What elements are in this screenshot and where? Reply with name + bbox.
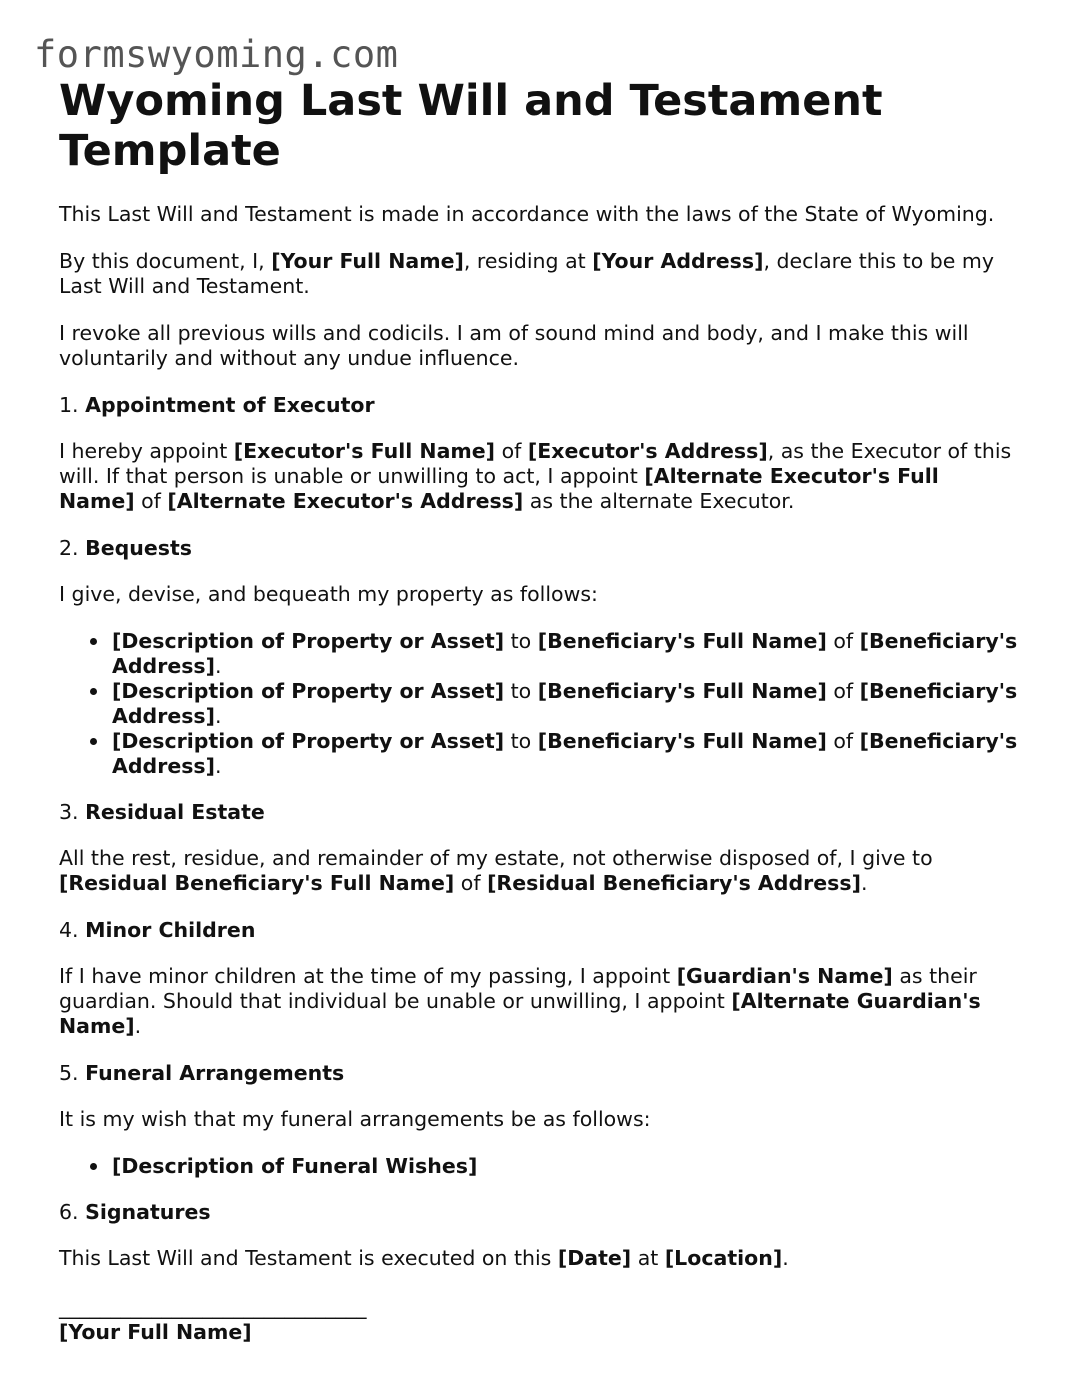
list-item: [Description of Property or Asset] to [Beneficiary's Full Name] of [Beneficiary's Address]. [112, 679, 1018, 728]
executor-name-placeholder: [Executor's Full Name] [233, 439, 496, 463]
alt-executor-name-placeholder: [Alternate Executor's Full Name] [59, 464, 939, 513]
bequests-list [59, 629, 1019, 779]
site-watermark: formswyoming.com [34, 33, 399, 76]
residual-name-placeholder: [Residual Beneficiary's Full Name] [59, 871, 455, 895]
list-item: [Description of Property or Asset] to [Beneficiary's Full Name] of [Beneficiary's Address]. [112, 729, 1018, 778]
minors-paragraph: If I have minor children at the time of my passing, I appoint [Guardian's Name] as their guardian. Should that individual be unable or unwilling, I appoint [Alternate Guardian's Name]. [59, 964, 981, 1038]
date-placeholder: [Date] [557, 1246, 632, 1270]
intro-paragraph-3: I revoke all previous wills and codicils. I am of sound mind and body, and I make this will voluntarily and without any undue influence. [59, 321, 969, 370]
list-item: [Description of Property or Asset] to [Beneficiary's Full Name] of [Beneficiary's Address]. [112, 629, 1018, 678]
section-heading-executor: 1. Appointment of Executor [59, 393, 375, 417]
residual-address-placeholder: [Residual Beneficiary's Address] [487, 871, 861, 895]
testator-name-placeholder: [Your Full Name] [271, 249, 464, 273]
residual-paragraph: All the rest, residue, and remainder of my estate, not otherwise disposed of, I give to [Residual Beneficiary's Full Name] of [Residual Beneficiary's Address]. [59, 846, 933, 895]
executor-paragraph: I hereby appoint [Executor's Full Name] of [Executor's Address], as the Executor of this will. If that person is unable or unwilling to act, I appoint [Alternate Executor's Full Name] of [Alternate Executor's Address] as the alternate Executor. [59, 439, 1012, 513]
section-heading-minors: 4. Minor Children [59, 918, 256, 942]
guardian-name-placeholder: [Guardian's Name] [676, 964, 893, 988]
funeral-intro: It is my wish that my funeral arrangements be as follows: [59, 1107, 651, 1131]
signer-name-placeholder: [Your Full Name] [59, 1320, 252, 1344]
section-heading-funeral: 5. Funeral Arrangements [59, 1061, 345, 1085]
section-heading-bequests: 2. Bequests [59, 536, 192, 560]
location-placeholder: [Location] [664, 1246, 783, 1270]
alt-guardian-name-placeholder: [Alternate Guardian's Name] [59, 989, 981, 1038]
funeral-list [59, 1154, 1019, 1179]
section-heading-signatures: 6. Signatures [59, 1200, 211, 1224]
signature-line: ______________________________ [59, 1295, 367, 1319]
bequests-intro: I give, devise, and bequeath my property as follows: [59, 582, 598, 606]
document-body [59, 76, 1019, 1345]
alt-executor-address-placeholder: [Alternate Executor's Address] [167, 489, 524, 513]
intro-paragraph-1: This Last Will and Testament is made in accordance with the laws of the State of Wyoming. [59, 202, 995, 226]
list-item: [Description of Funeral Wishes] [112, 1154, 1019, 1179]
testator-address-placeholder: [Your Address] [592, 249, 764, 273]
section-heading-residual: 3. Residual Estate [59, 800, 265, 824]
intro-paragraph-2: By this document, I, [Your Full Name], residing at [Your Address], declare this to be my Last Will and Testament. [59, 249, 995, 298]
signatures-paragraph: This Last Will and Testament is executed on this [Date] at [Location]. [59, 1246, 789, 1270]
page-title: Wyoming Last Will and Testament Template [59, 76, 883, 176]
executor-address-placeholder: [Executor's Address] [527, 439, 768, 463]
